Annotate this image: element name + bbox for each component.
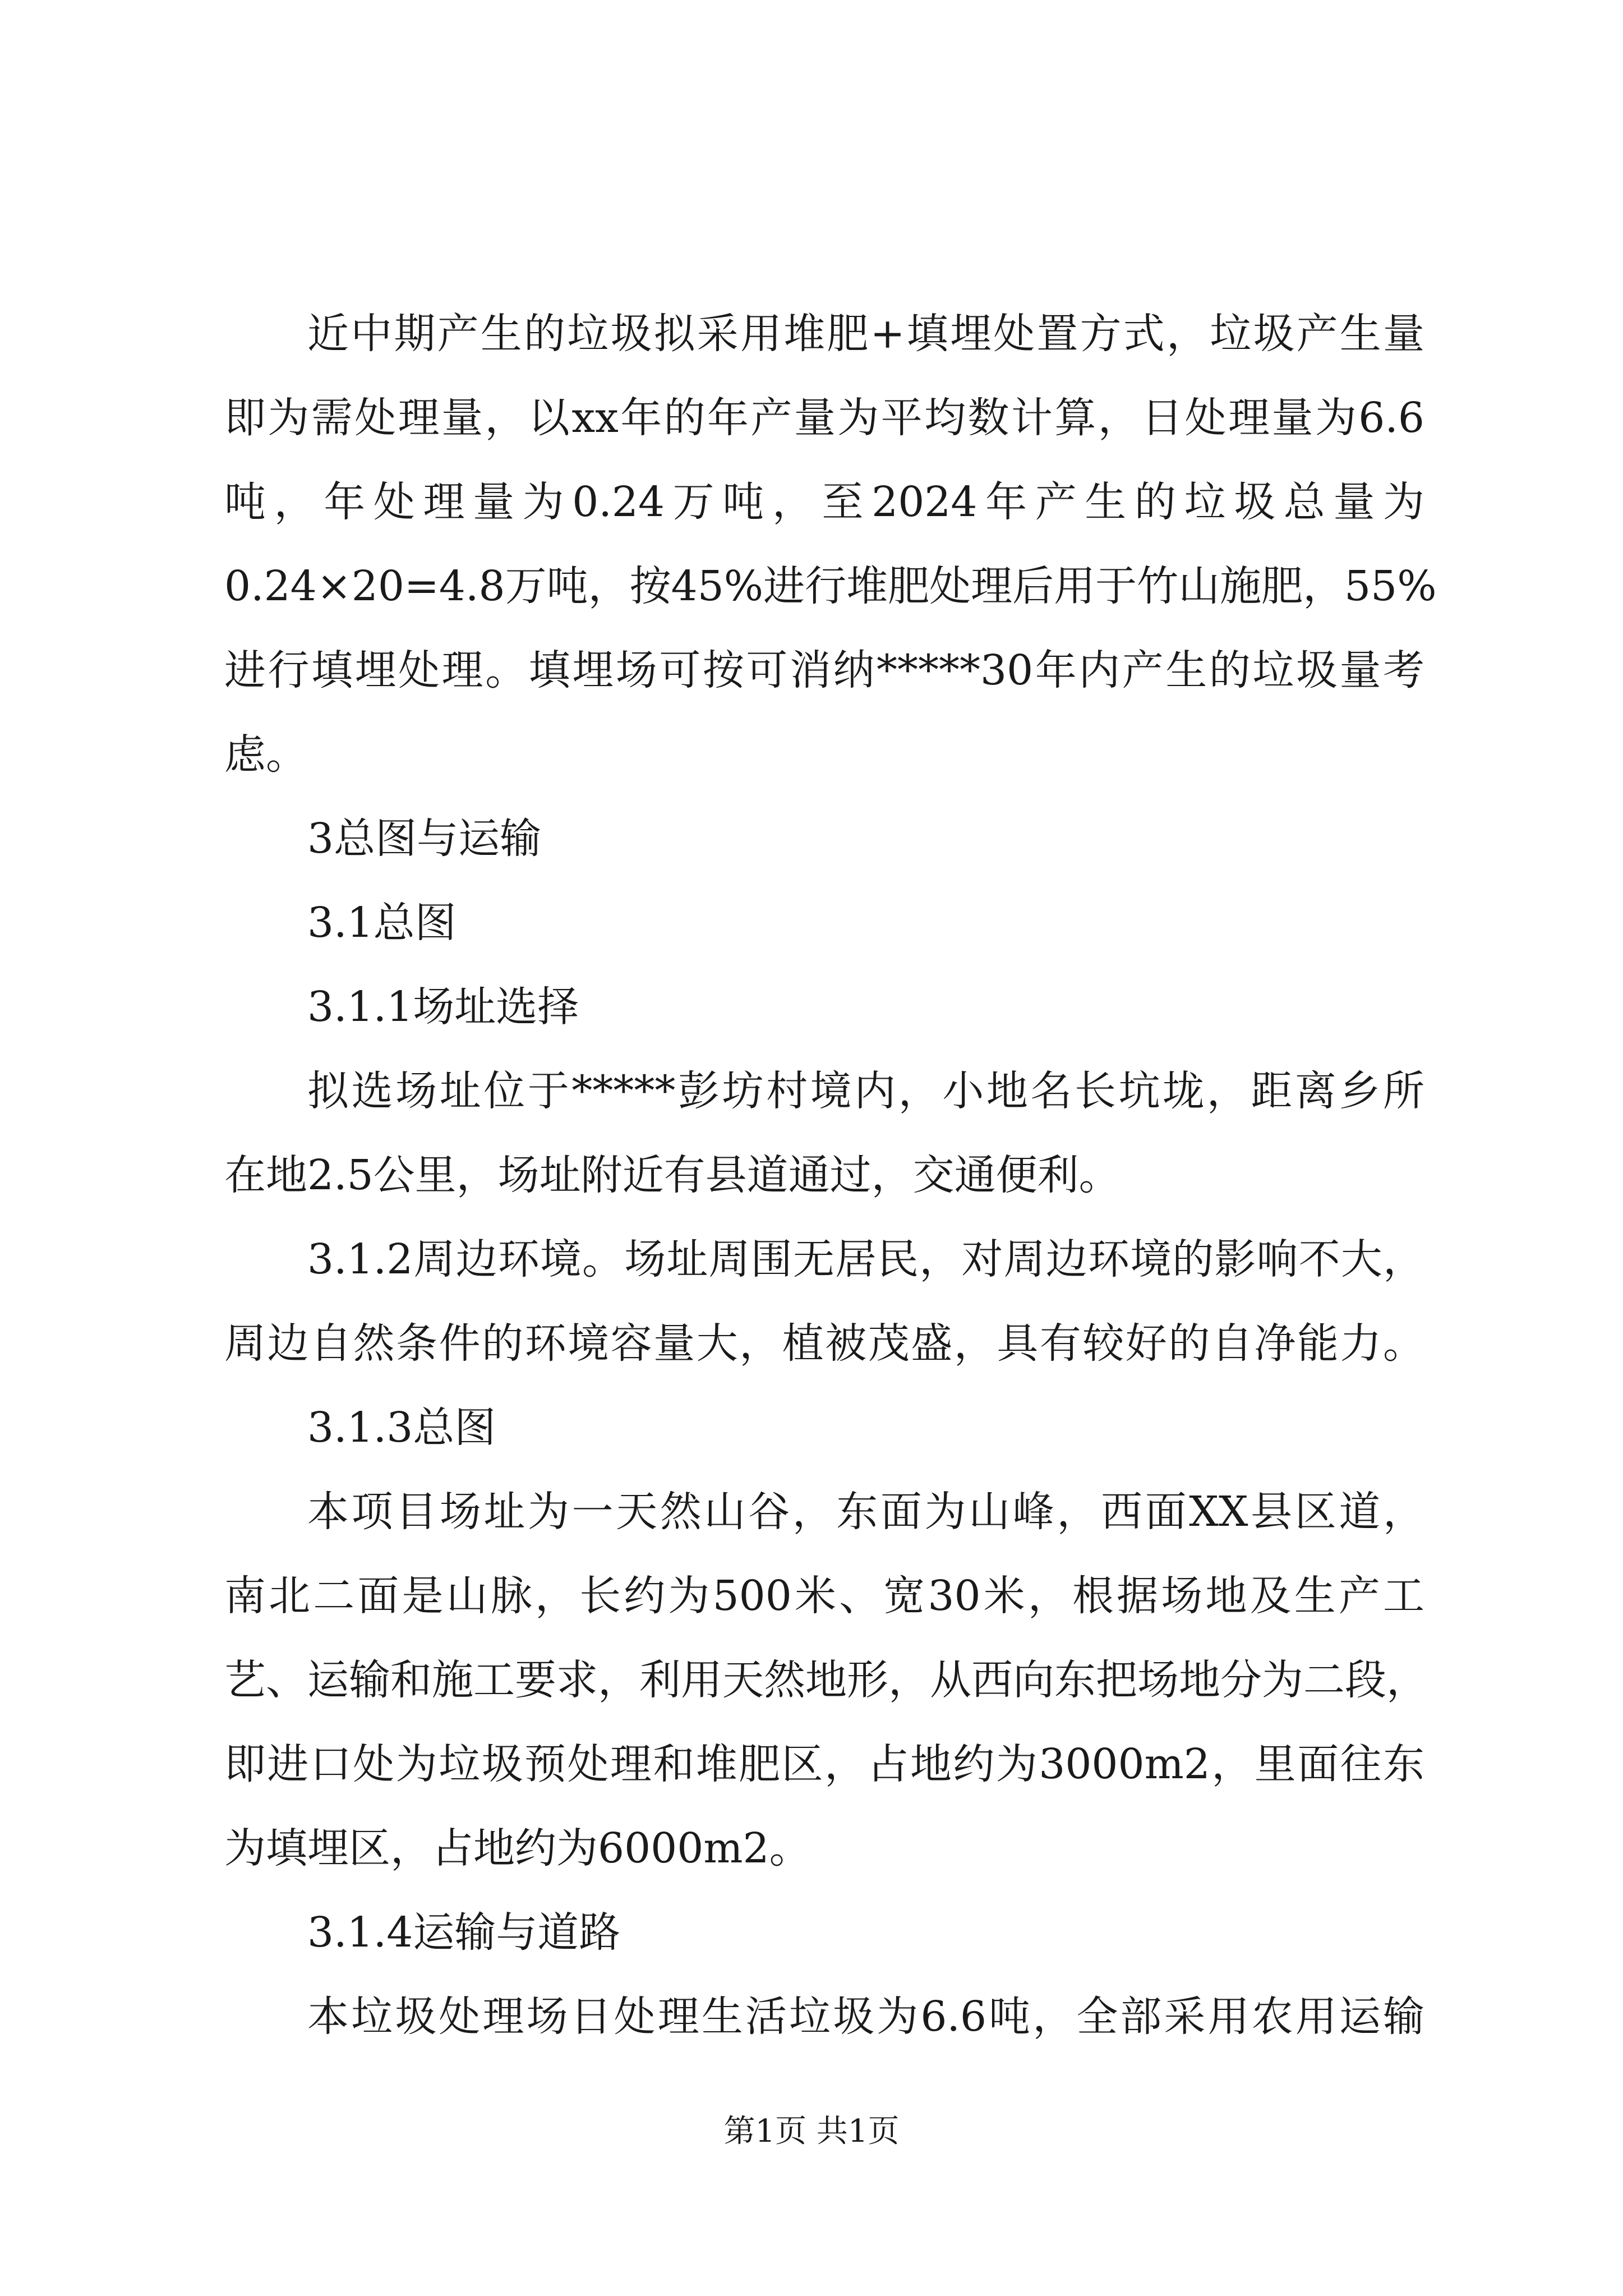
paragraph-line: 0.24×20=4.8万吨，按45%进行堆肥处理后用于竹山施肥，55% xyxy=(224,562,1437,610)
section-heading: 3.1总图 xyxy=(307,899,457,947)
paragraph-line: 本项目场址为一天然山谷，东面为山峰，西面XX县区道， xyxy=(307,1488,1424,1536)
paragraph-line: 艺、运输和施工要求，利用天然地形，从西向东把场地分为二段， xyxy=(224,1656,1428,1704)
section-heading: 3.1.3总图 xyxy=(307,1404,496,1452)
paragraph-line: 进行填埋处理。填埋场可按可消纳*****30年内产生的垃圾量考 xyxy=(224,646,1424,694)
page-footer: 第1页 共1页 xyxy=(723,2113,900,2150)
section-heading: 3总图与运输 xyxy=(307,815,542,863)
paragraph-line: 南北二面是山脉，长约为500米、宽30米，根据场地及生产工 xyxy=(224,1572,1424,1620)
paragraph-line: 吨，年处理量为0.24万吨，至2024年产生的垃圾总量为 xyxy=(224,478,1424,526)
paragraph-line: 在地2.5公里，场址附近有县道通过，交通便利。 xyxy=(224,1151,1121,1199)
paragraph-line: 即为需处理量，以xx年的年产量为平均数计算，日处理量为6.6 xyxy=(224,394,1424,442)
paragraph-line: 近中期产生的垃圾拟采用堆肥+填埋处置方式，垃圾产生量 xyxy=(307,310,1424,358)
paragraph-line: 即进口处为垃圾预处理和堆肥区，占地约为3000m2，里面往东 xyxy=(224,1740,1424,1788)
paragraph-line: 虑。 xyxy=(224,730,307,779)
paragraph-line: 为填埋区，占地约为6000m2。 xyxy=(224,1824,811,1872)
section-heading: 3.1.4运输与道路 xyxy=(307,1908,621,1957)
paragraph-line: 周边自然条件的环境容量大，植被茂盛，具有较好的自净能力。 xyxy=(224,1319,1424,1368)
paragraph-line: 拟选场址位于*****彭坊村境内，小地名长坑垅，距离乡所 xyxy=(307,1067,1424,1115)
paragraph-line: 本垃圾处理场日处理生活垃圾为6.6吨，全部采用农用运输 xyxy=(307,1993,1424,2041)
section-heading: 3.1.1场址选择 xyxy=(307,983,579,1031)
paragraph-line: 3.1.2周边环境。场址周围无居民，对周边环境的影响不大， xyxy=(307,1235,1424,1283)
